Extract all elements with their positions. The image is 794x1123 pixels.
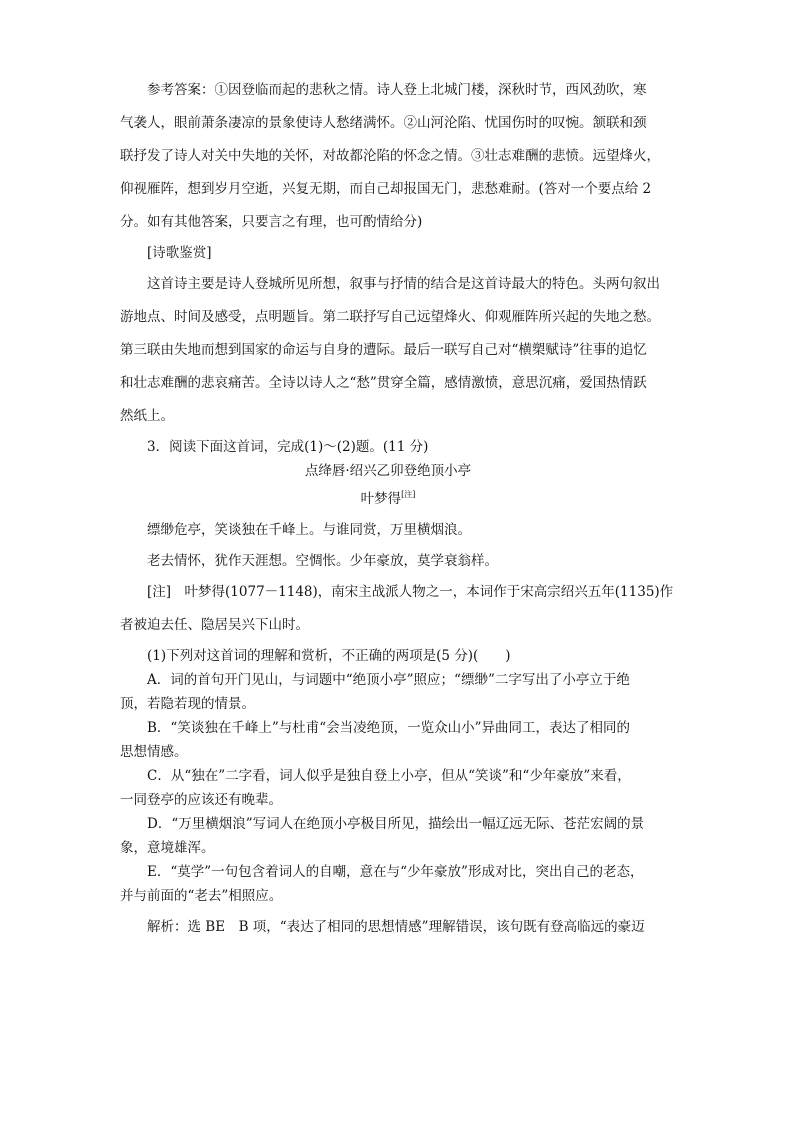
subquestion-prompt: (1)下列对这首词的理解和赏析，不正确的两项是(5 分)( ) [147,648,511,664]
option-a: A．词的首句开门见山，与词题中“绝顶小亭”照应；“缥缈”二字写出了小亭立于绝 [147,672,630,688]
answer-block [120,80,660,232]
appreciation-line: 这首诗主要是诗人登城所见所想，叙事与抒情的结合是这首诗最大的特色。头两句叙出 [147,276,660,292]
analysis-line: 解析：选 BE B 项，“表达了相同的思想情感”理解错误，该句既有登高临远的豪迈 [147,919,645,935]
appreciation-heading: [诗歌鉴赏] [147,245,212,261]
option-c-cont: 一同登亭的应该还有晚辈。 [120,792,282,808]
option-c: C．从“独在”二字看，词人似乎是独自登上小亭，但从“笑谈”和“少年豪放”来看， [147,768,631,784]
document-page [120,80,674,937]
answer-line: 联抒发了诗人对关中失地的关怀，对故都沦陷的怀念之情。③壮志难酬的悲愤。远望烽火， [120,148,660,164]
poem-line: 缥缈危亭，笑谈独在千峰上。与谁同赏，万里横烟浪。 [147,522,471,538]
option-b-cont: 思想情感。 [120,744,188,760]
poem-line: 老去情怀，犹作天涯想。空惆怅。少年豪放，莫学衰翁样。 [147,553,498,569]
appreciation-line: 和壮志难酬的悲哀痛苦。全诗以诗人之“愁”贯穿全篇，感情激愤，意思沉痛，爱国热情跃 [120,375,647,391]
answer-line: 分。如有其他答案，只要言之有理，也可酌情给分) [120,214,423,230]
answer-line: 参考答案：①因登临而起的悲秋之情。诗人登上北城门楼，深秋时节，西风劲吹，寒 [147,82,647,98]
poem-author [120,485,656,509]
author-note-mark: [注] [401,490,416,499]
appreciation-line: 第三联由失地而想到国家的命运与自身的遭际。最后一联写自己对“横槊赋诗”往事的追忆 [120,342,647,358]
option-e-cont: 并与前面的“老去”相照应。 [120,888,283,904]
option-e: E．“莫学”一句包含着词人的自嘲，意在与“少年豪放”形成对比，突出自己的老态， [147,864,644,880]
appreciation-line: 游地点、时间及感受，点明题旨。第二联抒写自己远望烽火、仰观雁阵所兴起的失地之愁。 [120,309,660,325]
appreciation-block [120,243,660,426]
author-name: 叶梦得 [360,491,402,507]
option-a-cont: 顶，若隐若现的情景。 [120,696,255,712]
appreciation-line: 然纸上。 [120,408,174,424]
option-d: D．“万里横烟浪”写词人在绝顶小亭极目所见，描绘出一幅辽远无际、苍茫宏阔的景 [147,816,645,832]
option-d-cont: 象，意境雄浑。 [120,840,215,856]
question-prompt: 3．阅读下面这首词，完成(1)～(2)题。(11 分) [147,439,429,455]
poem-title: 点绛唇·绍兴乙卯登绝顶小亭 [304,463,472,479]
question-3 [120,437,674,937]
option-b: B．“笑谈独在千峰上”与杜甫“会当凌绝顶，一览众山小”异曲同工，表达了相同的 [147,720,631,736]
note-line: [注] 叶梦得(1077－1148)，南宋主战派人物之一，本词作于宋高宗绍兴五年(1135)作 [147,584,674,600]
answer-line: 气袭人，眼前萧条凄凉的景象使诗人愁绪满怀。②山河沦陷、忧国伤时的叹惋。颔联和颈 [120,115,647,131]
answer-line: 仰视雁阵，想到岁月空逝，兴复无期，而自己却报国无门，悲愁难耐。(答对一个要点给 2 [120,181,652,197]
note-line: 者被迫去任、隐居吴兴下山时。 [120,617,309,633]
